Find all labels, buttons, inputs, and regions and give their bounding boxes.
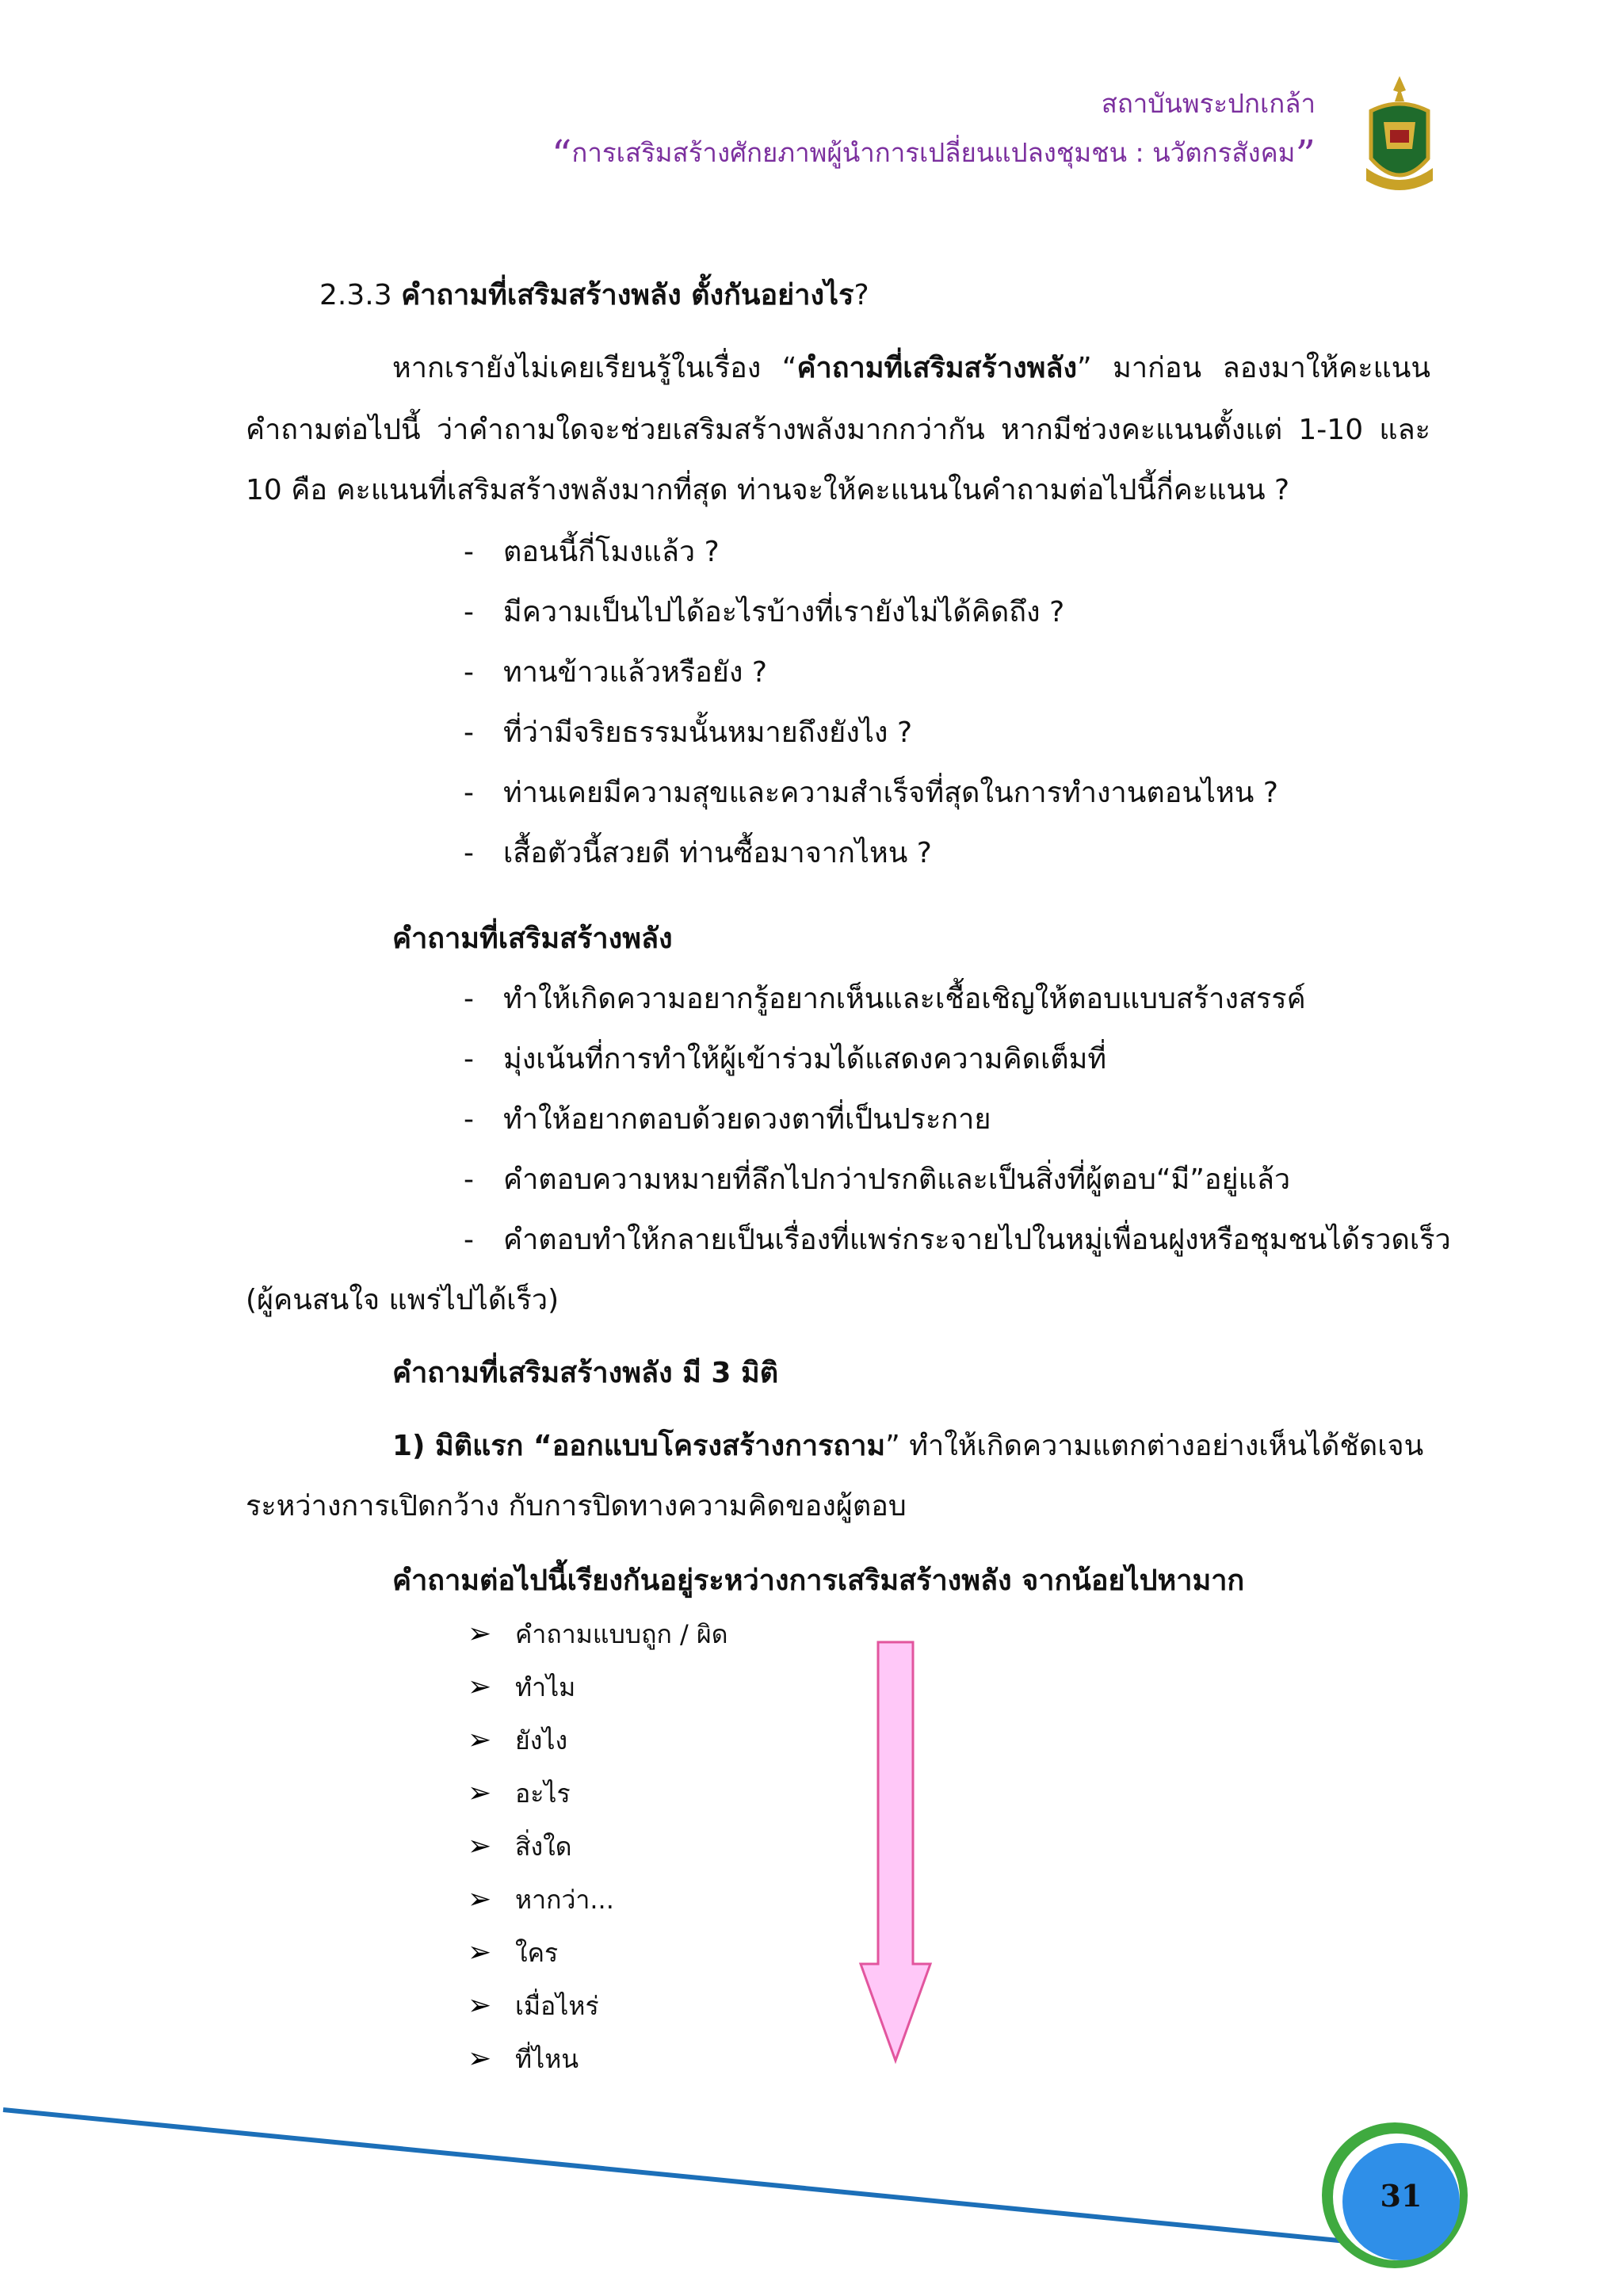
empowering-text: มุ่งเน้นที่การทำให้ผู้เข้าร่วมได้แสดงความคิดเต็มที่ — [503, 1043, 1107, 1075]
down-arrow-graphic — [857, 1639, 934, 2067]
question-item — [464, 593, 1064, 632]
page-number: 31 — [1380, 2178, 1423, 2214]
arrowhead-bullet-icon: ➢ — [468, 1830, 492, 1862]
close-quote: ” — [1295, 132, 1316, 178]
ranking-item — [468, 1617, 727, 1652]
intro-bold-term: คำถามที่เสริมสร้างพลัง — [796, 352, 1078, 384]
empowering-text: คำตอบความหมายที่ลึกไปกว่าปรกติและเป็นสิ่งที่ผู้ตอบ“มี”อยู่แล้ว — [503, 1163, 1291, 1196]
arrowhead-bullet-icon: ➢ — [468, 1777, 492, 1809]
dash-bullet: - — [464, 1043, 474, 1075]
dash-bullet: - — [464, 596, 474, 628]
question-text: ทานข้าวแล้วหรือยัง ? — [503, 656, 767, 689]
document-subtitle-text: การเสริมสร้างศักยภาพผู้นำการเปลี่ยนแปลงชุมชน : นวัตกรสังคม — [571, 137, 1296, 168]
ranking-item — [468, 1670, 575, 1705]
intro-line-3: 10 คือ คะแนนที่เสริมสร้างพลังมากที่สุด ท่านจะให้คะแนนในคำถามต่อไปนี้กี่คะแนน ? — [246, 474, 1290, 506]
question-text: มีความเป็นไปได้อะไรบ้างที่เรายังไม่ได้คิดถึง ? — [503, 596, 1065, 628]
arrowhead-bullet-icon: ➢ — [468, 1936, 492, 1969]
dimensions-heading: คำถามที่เสริมสร้างพลัง มี 3 มิติ — [392, 1357, 779, 1389]
ranking-text: ยังไง — [515, 1725, 568, 1755]
empowering-continuation: (ผู้คนสนใจ แพร่ไปได้เร็ว) — [246, 1284, 559, 1316]
empowering-item — [464, 1221, 1451, 1260]
first-dimension-text: ” ทำให้เกิดความแตกต่างอย่างเห็นได้ชัดเจน — [885, 1430, 1424, 1462]
question-text: ที่ว่ามีจริยธรรมนั้นหมายถึงยังไง ? — [503, 716, 913, 749]
empowering-item — [464, 1040, 1106, 1079]
empowering-text: คำตอบทำให้กลายเป็นเรื่องที่แพร่กระจายไปในหมู่เพื่อนฝูงหรือชุมชนได้รวดเร็ว — [503, 1224, 1451, 1256]
question-text: ท่านเคยมีความสุขและความสำเร็จที่สุดในการทำงานตอนไหน ? — [503, 777, 1278, 809]
dash-bullet: - — [464, 1103, 474, 1136]
ranking-text: สิ่งใด — [515, 1832, 572, 1862]
ranking-item — [468, 1935, 558, 1970]
ranking-item — [468, 1882, 614, 1917]
arrowhead-bullet-icon: ➢ — [468, 1724, 492, 1756]
institution-name: สถาบันพระปกเกล้า — [1101, 88, 1316, 119]
ranking-text: ที่ไหน — [515, 2044, 579, 2074]
arrowhead-bullet-icon: ➢ — [468, 1618, 492, 1650]
question-item — [464, 533, 720, 572]
arrowhead-bullet-icon: ➢ — [468, 1989, 492, 2022]
first-dimension-label: 1) มิติแรก “ — [392, 1430, 552, 1462]
first-dimension-line — [392, 1427, 1423, 1466]
ranking-item — [468, 1723, 567, 1758]
intro-text-end: ” มาก่อน ลองมาให้คะแนน — [1077, 352, 1430, 384]
empowering-item — [464, 1160, 1290, 1200]
arrowhead-bullet-icon: ➢ — [468, 1671, 492, 1703]
section-title: คำถามที่เสริมสร้างพลัง ตั้งกันอย่างไร — [401, 279, 854, 311]
crest-logo-icon — [1360, 73, 1439, 200]
arrowhead-bullet-icon: ➢ — [468, 1883, 492, 1916]
ranking-text: เมื่อไหร่ — [515, 1991, 599, 2021]
section-title-end: ? — [854, 279, 869, 311]
intro-line-1 — [392, 349, 1430, 388]
dash-bullet: - — [464, 1224, 474, 1256]
ranking-item — [468, 1776, 571, 1811]
ranking-text: หากว่า... — [515, 1885, 614, 1915]
question-item — [464, 713, 912, 753]
intro-line-2: คำถามต่อไปนี้ ว่าคำถามใดจะช่วยเสริมสร้างพลังมากกว่ากัน หากมีช่วงคะแนนตั้งแต่ 1-10 และ — [246, 414, 1430, 446]
dash-bullet: - — [464, 1163, 474, 1196]
question-item — [464, 834, 932, 873]
question-text: ตอนนี้กี่โมงแล้ว ? — [503, 536, 720, 568]
ranking-item — [468, 1988, 599, 2023]
question-item — [464, 653, 767, 693]
dash-bullet: - — [464, 777, 474, 809]
ranking-heading: คำถามต่อไปนี้เรียงกันอยู่ระหว่างการเสริมสร้างพลัง จากน้อยไปหามาก — [392, 1564, 1245, 1597]
section-heading — [319, 276, 869, 315]
footer-line — [3, 2110, 1363, 2243]
first-dimension-term: ออกแบบโครงสร้างการถาม — [552, 1430, 886, 1462]
dash-bullet: - — [464, 536, 474, 568]
empowering-heading: คำถามที่เสริมสร้างพลัง — [392, 923, 673, 955]
dash-bullet: - — [464, 983, 474, 1015]
empowering-item — [464, 1100, 991, 1140]
section-number: 2.3.3 — [319, 279, 392, 311]
ranking-item — [468, 1829, 572, 1864]
empowering-text: ทำให้เกิดความอยากรู้อยากเห็นและเชื้อเชิญให้ตอบแบบสร้างสรรค์ — [503, 983, 1306, 1015]
arrowhead-bullet-icon: ➢ — [468, 2042, 492, 2075]
open-quote: “ — [551, 132, 572, 178]
empowering-text: ทำให้อยากตอบด้วยดวงตาที่เป็นประกาย — [503, 1103, 991, 1136]
ranking-item — [468, 2042, 579, 2076]
question-item — [464, 774, 1278, 813]
dash-bullet: - — [464, 656, 474, 689]
document-subtitle — [551, 132, 1316, 178]
empowering-item — [464, 980, 1306, 1019]
dash-bullet: - — [464, 716, 474, 749]
first-dimension-line-2: ระหว่างการเปิดกว้าง กับการปิดทางความคิดของผู้ตอบ — [246, 1490, 907, 1522]
ranking-text: ทำไม — [515, 1672, 576, 1702]
intro-text: หากเรายังไม่เคยเรียนรู้ในเรื่อง “ — [392, 352, 797, 384]
ranking-text: ใคร — [515, 1938, 559, 1968]
ranking-text: อะไร — [515, 1778, 571, 1809]
dash-bullet: - — [464, 837, 474, 869]
question-text: เสื้อตัวนี้สวยดี ท่านซื้อมาจากไหน ? — [503, 837, 932, 869]
ranking-text: คำถามแบบถูก / ผิด — [515, 1619, 728, 1649]
